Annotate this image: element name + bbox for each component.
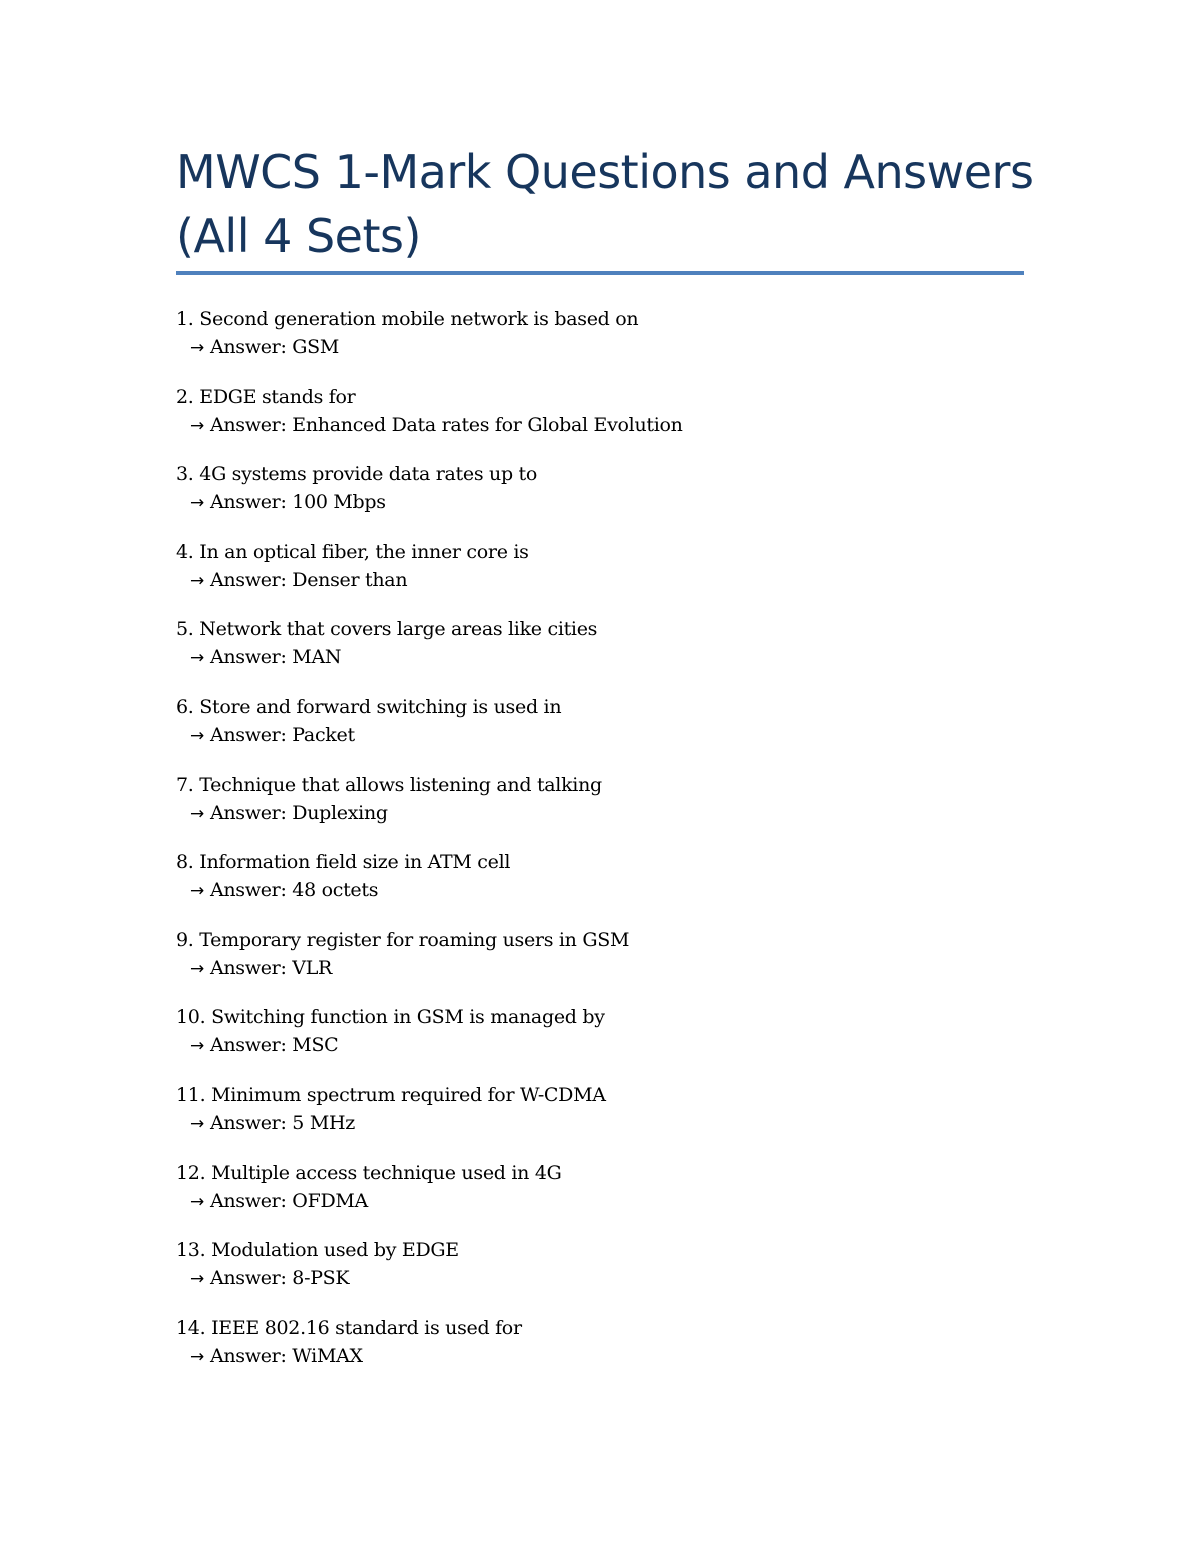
question-number: 8.: [176, 851, 194, 874]
question-number: 7.: [176, 773, 194, 796]
question-text: [176, 848, 1024, 876]
answer-label: Answer: Duplexing: [209, 801, 388, 824]
arrow-right-icon: →: [190, 1036, 204, 1057]
question-label: 4G systems provide data rates up to: [199, 463, 538, 486]
list-item: [176, 538, 1024, 616]
answer-text: [176, 721, 1024, 750]
question-number: 9.: [176, 928, 194, 951]
answer-text: [176, 1187, 1024, 1216]
question-label: Minimum spectrum required for W-CDMA: [211, 1083, 606, 1106]
answer-label: Answer: MAN: [209, 646, 342, 669]
question-label: Information field size in ATM cell: [199, 851, 511, 874]
question-number: 3.: [176, 463, 194, 486]
question-number: 10.: [176, 1006, 206, 1029]
list-item: [176, 771, 1024, 849]
list-item: [176, 305, 1024, 383]
answer-text: [176, 488, 1024, 517]
list-item: [176, 848, 1024, 926]
answer-text: [176, 954, 1024, 983]
question-label: Switching function in GSM is managed by: [211, 1006, 605, 1029]
question-text: [176, 1314, 1024, 1342]
question-text: [176, 460, 1024, 488]
title-underline-rule: [176, 271, 1024, 275]
answer-label: Answer: MSC: [209, 1034, 339, 1057]
question-text: [176, 615, 1024, 643]
question-text: [176, 1081, 1024, 1109]
answer-text: [176, 876, 1024, 905]
answer-label: Answer: VLR: [209, 956, 333, 979]
question-number: 12.: [176, 1161, 206, 1184]
question-number: 6.: [176, 695, 194, 718]
arrow-right-icon: →: [190, 415, 204, 436]
answer-text: [176, 566, 1024, 595]
arrow-right-icon: →: [190, 958, 204, 979]
arrow-right-icon: →: [190, 1191, 204, 1212]
question-label: EDGE stands for: [199, 385, 356, 408]
answer-label: Answer: Enhanced Data rates for Global Evolution: [209, 413, 683, 436]
list-item: [176, 1003, 1024, 1081]
question-label: IEEE 802.16 standard is used for: [211, 1316, 522, 1339]
answer-label: Answer: OFDMA: [209, 1189, 368, 1212]
answer-text: [176, 799, 1024, 828]
list-item: [176, 1081, 1024, 1159]
answer-label: Answer: GSM: [209, 336, 340, 358]
answer-text: [176, 1031, 1024, 1060]
question-label: Temporary register for roaming users in GSM: [199, 928, 630, 951]
list-item: [176, 1236, 1024, 1314]
question-number: 13.: [176, 1239, 206, 1262]
answer-label: Answer: Packet: [209, 723, 355, 746]
question-text: [176, 926, 1024, 954]
question-text: [176, 383, 1024, 411]
arrow-right-icon: →: [190, 1346, 204, 1367]
arrow-right-icon: →: [190, 725, 204, 746]
answer-label: Answer: 100 Mbps: [209, 491, 386, 514]
title-line-1: MWCS 1-Mark Questions and Answers: [176, 145, 1034, 199]
list-item: [176, 693, 1024, 771]
answer-label: Answer: 5 MHz: [209, 1111, 355, 1134]
list-item: [176, 1159, 1024, 1237]
list-item: [176, 615, 1024, 693]
arrow-right-icon: →: [190, 648, 204, 669]
document-title: [176, 140, 1034, 268]
question-label: Second generation mobile network is based on: [199, 308, 639, 330]
question-label: Multiple access technique used in 4G: [211, 1161, 562, 1184]
list-item: [176, 460, 1024, 538]
list-item: [176, 926, 1024, 1004]
title-line-2: (All 4 Sets): [176, 209, 421, 263]
list-item: [176, 383, 1024, 461]
answer-text: [176, 1109, 1024, 1138]
arrow-right-icon: →: [190, 338, 204, 358]
question-number: 4.: [176, 540, 194, 563]
list-item: [176, 1314, 1024, 1392]
answer-label: Answer: WiMAX: [209, 1344, 363, 1367]
question-number: 5.: [176, 618, 194, 641]
arrow-right-icon: →: [190, 493, 204, 514]
question-label: Network that covers large areas like cities: [199, 618, 598, 641]
question-label: In an optical fiber, the inner core is: [199, 540, 529, 563]
question-number: 2.: [176, 385, 194, 408]
question-text: [176, 538, 1024, 566]
answer-label: Answer: 48 octets: [209, 879, 379, 902]
question-label: Store and forward switching is used in: [199, 695, 562, 718]
question-text: [176, 305, 1024, 333]
arrow-right-icon: →: [190, 570, 204, 591]
arrow-right-icon: →: [190, 1113, 204, 1134]
arrow-right-icon: →: [190, 881, 204, 902]
question-number: 14.: [176, 1316, 206, 1339]
answer-text: [176, 333, 1024, 362]
question-label: Technique that allows listening and talking: [199, 773, 602, 796]
question-text: [176, 693, 1024, 721]
question-text: [176, 1159, 1024, 1187]
arrow-right-icon: →: [190, 1269, 204, 1290]
question-text: [176, 1003, 1024, 1031]
question-text: [176, 771, 1024, 799]
question-label: Modulation used by EDGE: [211, 1239, 459, 1262]
answer-text: [176, 1264, 1024, 1293]
answer-text: [176, 411, 1024, 440]
question-text: [176, 1236, 1024, 1264]
question-number: 1.: [176, 308, 194, 330]
answer-label: Answer: Denser than: [209, 568, 408, 591]
question-answer-list: [176, 305, 1024, 1391]
answer-text: [176, 1342, 1024, 1371]
arrow-right-icon: →: [190, 803, 204, 824]
question-number: 11.: [176, 1083, 206, 1106]
answer-label: Answer: 8-PSK: [209, 1267, 350, 1290]
answer-text: [176, 643, 1024, 672]
